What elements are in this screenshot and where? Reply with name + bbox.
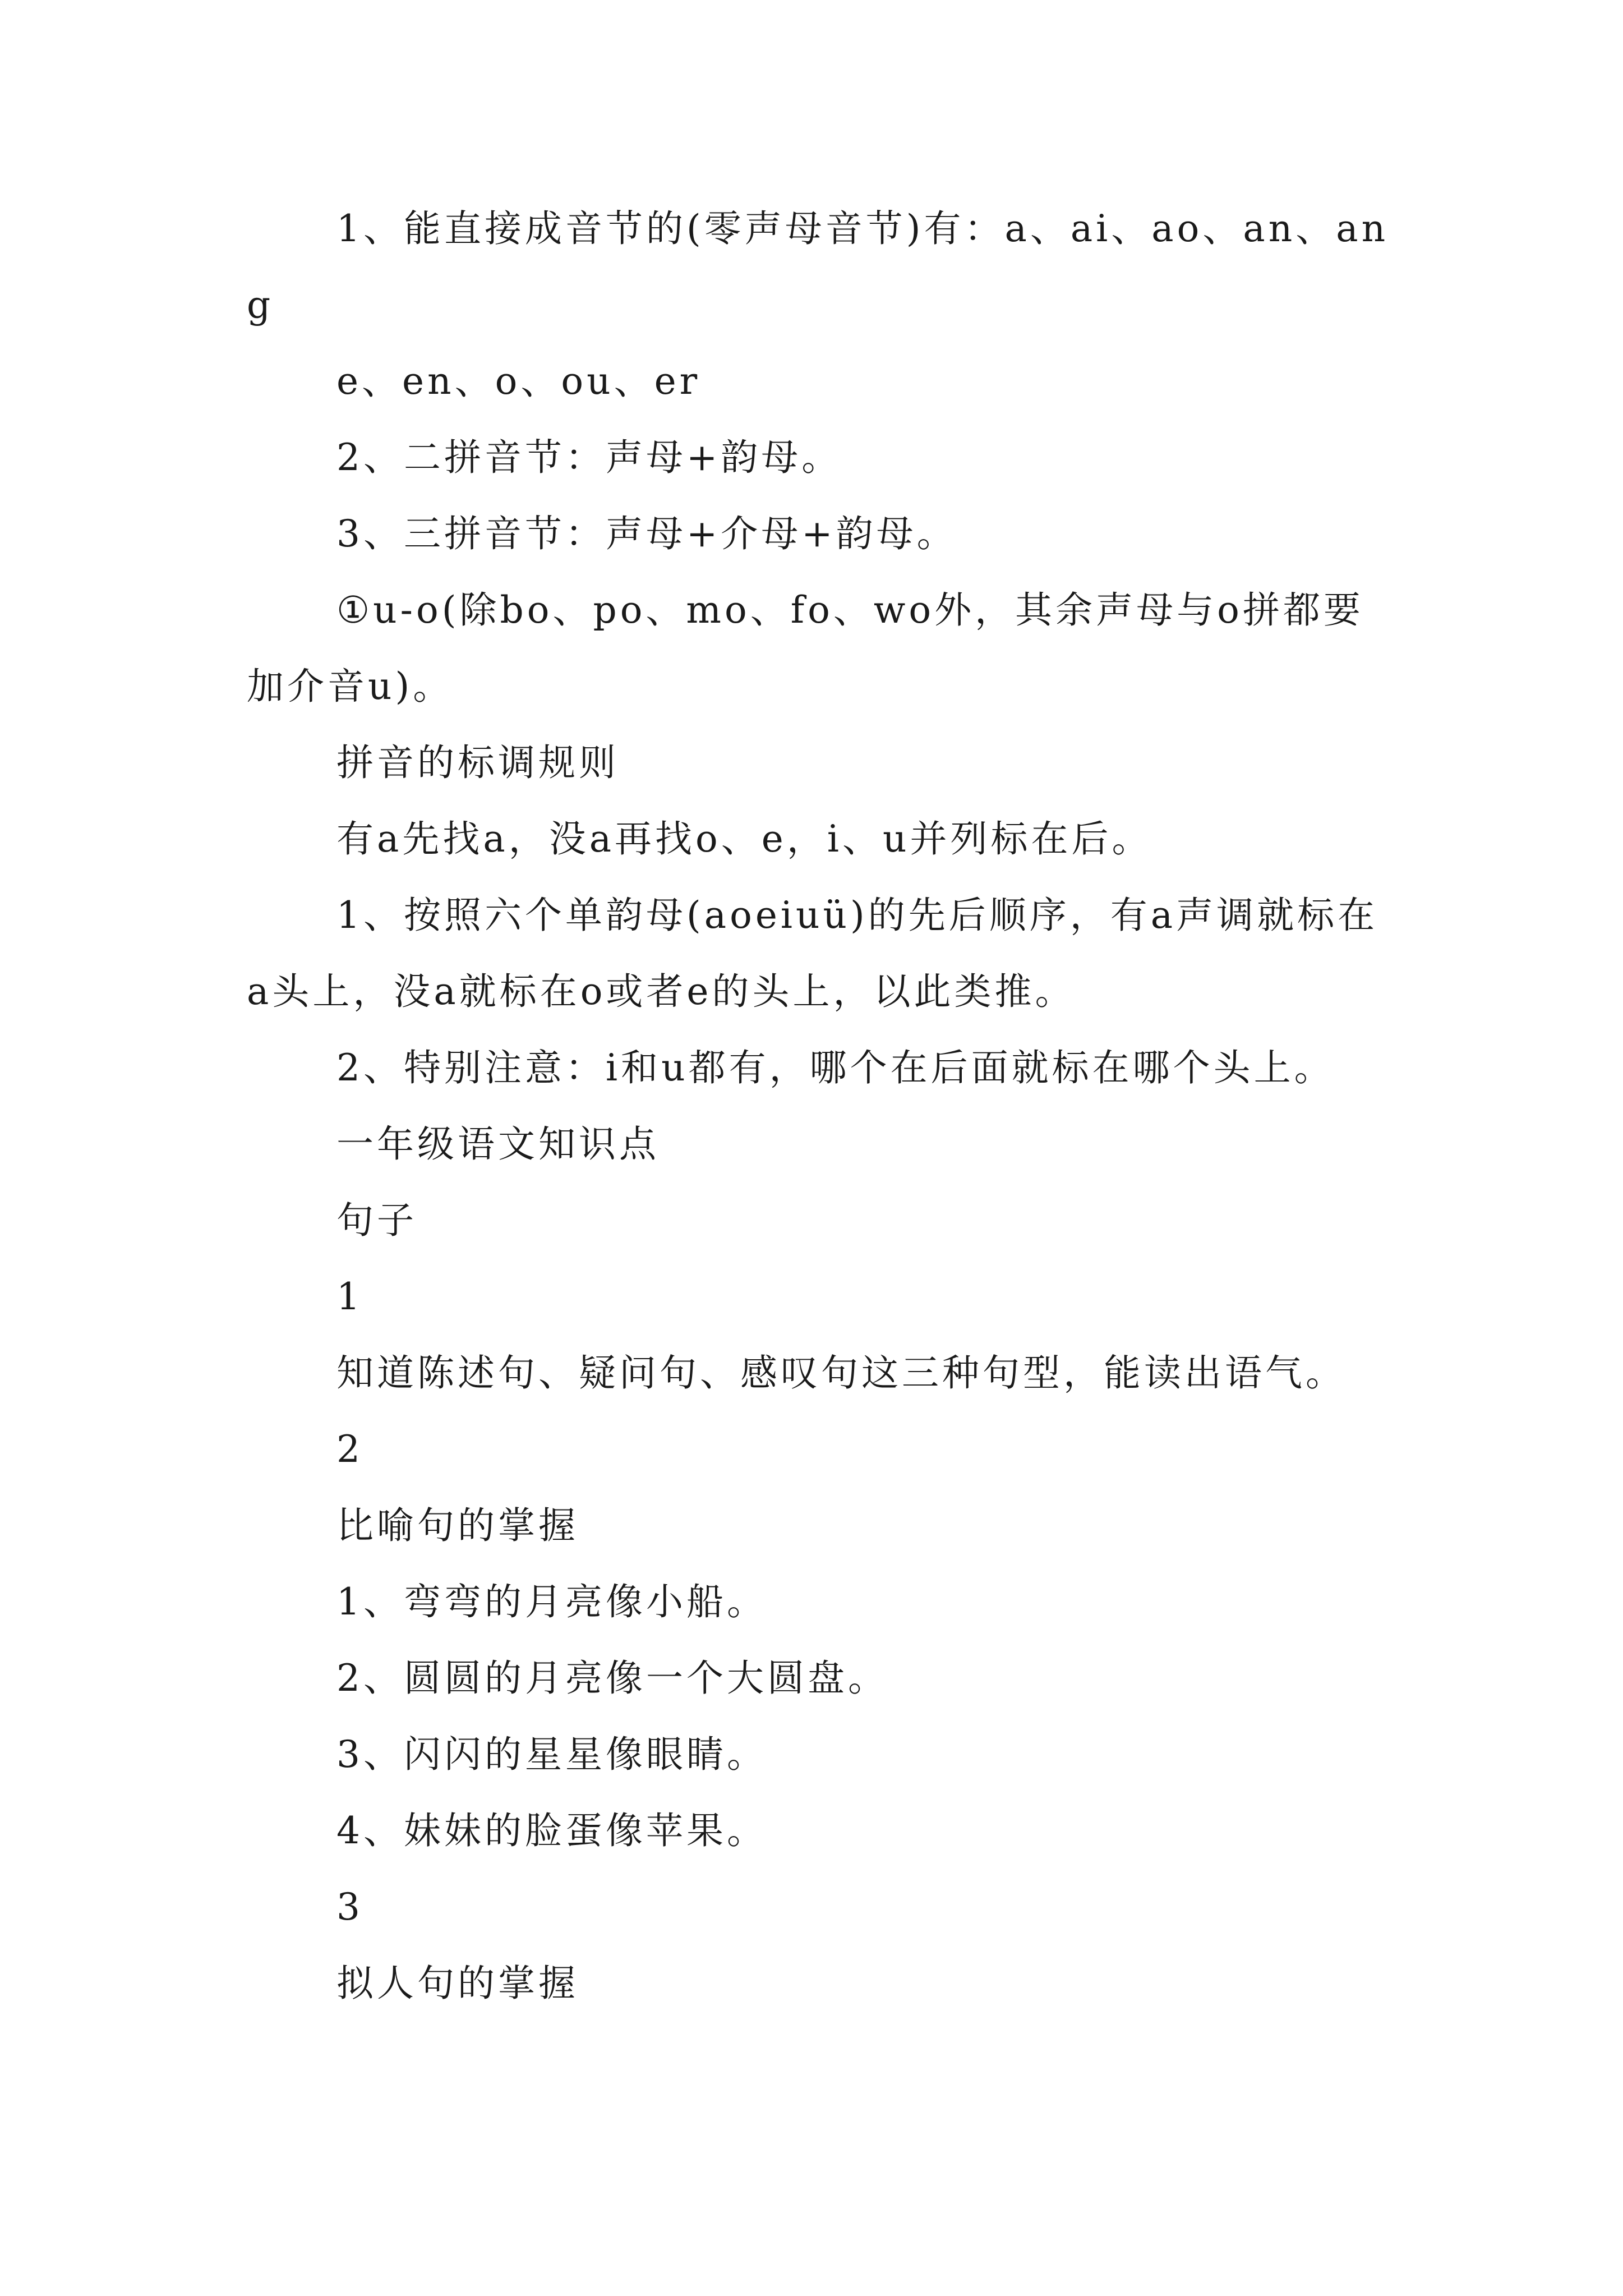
heading-grade-one-knowledge: 一年级语文知识点 — [336, 1122, 660, 1166]
paragraph-sentence-types: 知道陈述句、疑问句、感叹句这三种句型，能读出语气。 — [336, 1351, 1346, 1395]
paragraph-zero-initial-syllables: 1、能直接成音节的(零声母音节)有：a、ai、ao、an、ang — [247, 207, 1389, 326]
section-number-2: 2 — [336, 1428, 363, 1471]
paragraph-three-part-syllable: 3、三拼音节：声母+介母+韵母。 — [336, 512, 957, 555]
paragraph-two-part-syllable: 2、二拼音节：声母+韵母。 — [336, 436, 842, 479]
heading-sentences: 句子 — [336, 1199, 417, 1242]
heading-tone-marking-rules: 拼音的标调规则 — [336, 741, 619, 784]
list-item-metaphor-2: 2、圆圆的月亮像一个大圆盘。 — [336, 1657, 888, 1700]
section-number-3: 3 — [336, 1885, 363, 1929]
paragraph-u-o-rule: ①u-o(除bo、po、mo、fo、wo外，其余声母与o拼都要加介音u)。 — [247, 588, 1364, 708]
paragraph-zero-initial-continued: e、en、o、ou、er — [336, 360, 701, 403]
list-item-metaphor-3: 3、闪闪的星星像眼睛。 — [336, 1733, 767, 1776]
heading-personification: 拟人句的掌握 — [336, 1962, 579, 2005]
paragraph-tone-order: 1、按照六个单韵母(aoeiuü)的先后顺序，有a声调就标在a头上，没a就标在o或者e的头上，以此类推。 — [247, 894, 1378, 1013]
list-item-metaphor-4: 4、妹妹的脸蛋像苹果。 — [336, 1809, 767, 1852]
paragraph-tone-note: 2、特别注意：i和u都有，哪个在后面就标在哪个头上。 — [336, 1046, 1335, 1089]
document-body — [247, 191, 1391, 2022]
list-item-metaphor-1: 1、弯弯的月亮像小船。 — [336, 1580, 767, 1623]
heading-metaphor: 比喻句的掌握 — [336, 1504, 579, 1547]
paragraph-tone-rhyme: 有a先找a，没a再找o、e，i、u并列标在后。 — [336, 817, 1152, 861]
section-number-1: 1 — [336, 1275, 363, 1318]
